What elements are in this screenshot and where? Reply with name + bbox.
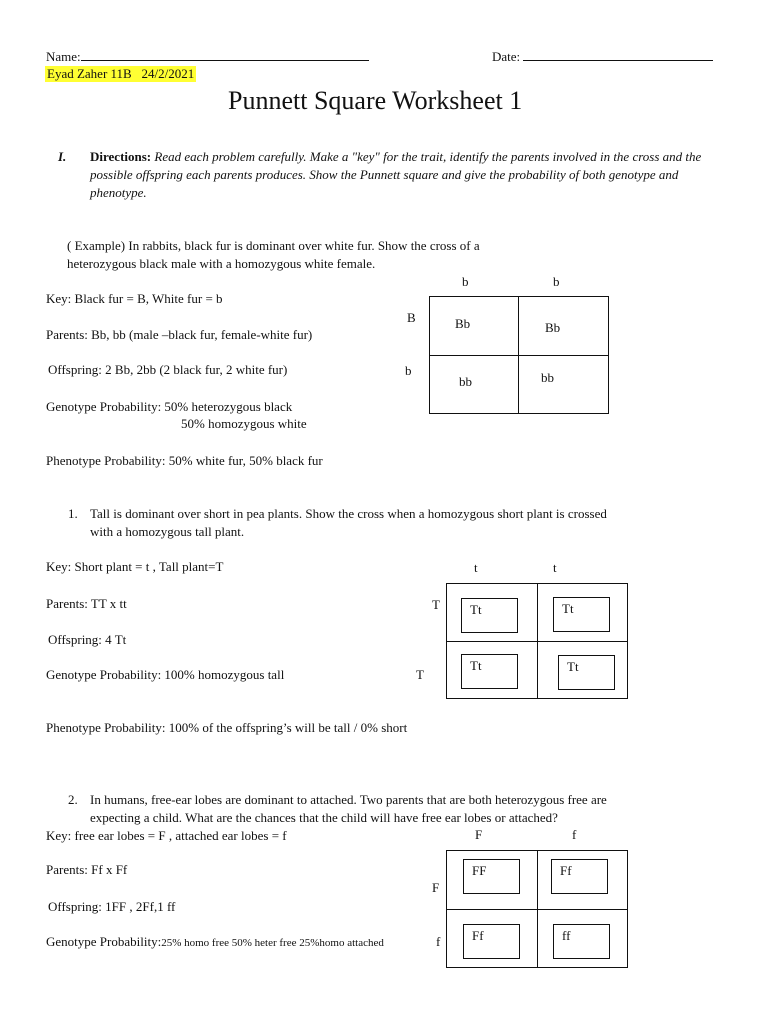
page-title: Punnett Square Worksheet 1 [228, 86, 523, 115]
example-cell-text: bb [541, 370, 554, 385]
example-genotype-line2: 50% homozygous white [181, 416, 307, 431]
example-cell-text: Bb [545, 320, 561, 335]
directions-text: Read each problem carefully. Make a "key" for the trait, identify the parents involved in the cross and the possible offspring each parents produces. Show the Punnett square and give the probability of both genotype and phenotype. [90, 149, 702, 200]
date-blank [523, 48, 713, 61]
directions-label: Directions: [90, 149, 152, 164]
problem2-genotype-label: Genotype Probability: [46, 934, 162, 949]
problem1-side-allele-2: T [416, 667, 424, 682]
example-prompt-line1: ( Example) In rabbits, black fur is dominant over white fur. Show the cross of a [67, 238, 480, 253]
problem1-top-allele-2: t [553, 560, 557, 575]
problem2-top-allele-1: F [475, 827, 483, 842]
problem1-prompt-line1: Tall is dominant over short in pea plants. Show the cross when a homozygous short plant is crossed [90, 506, 607, 521]
problem1-parents: Parents: TT x tt [46, 596, 127, 611]
example-cell-text: Bb [455, 316, 471, 331]
problem1-genotype: Genotype Probability: 100% homozygous tall [46, 667, 285, 682]
problem1-top-allele-1: t [474, 560, 478, 575]
example-prompt-line2: heterozygous black male with a homozygous white female. [67, 256, 376, 271]
problem2-side-allele-2: f [436, 934, 441, 949]
student-name: Eyad Zaher 11B [47, 66, 132, 81]
example-cell [519, 297, 608, 356]
name-blank [81, 48, 369, 61]
problem1-side-allele-1: T [432, 597, 440, 612]
problem1-cell-text: Tt [461, 598, 518, 633]
problem2-genotype [46, 933, 384, 951]
problem1-cell-text: Tt [553, 597, 610, 632]
problem2-cell [538, 851, 627, 910]
problem2-cell [538, 910, 627, 967]
problem2-cell-text: ff [553, 924, 610, 959]
example-cell [430, 356, 519, 413]
example-key: Key: Black fur = B, White fur = b [46, 291, 223, 306]
problem2-punnett-square [446, 850, 628, 968]
example-cell-text: bb [459, 374, 472, 389]
problem2-cell [447, 851, 538, 910]
problem1-key: Key: Short plant = t , Tall plant=T [46, 559, 224, 574]
problem2-cell [447, 910, 538, 967]
problem2-parents: Parents: Ff x Ff [46, 862, 128, 877]
problem2-top-allele-2: f [572, 827, 577, 842]
directions-number: I. [58, 149, 67, 164]
problem2-cell-text: Ff [551, 859, 608, 894]
directions [90, 148, 725, 202]
problem1-punnett-square [446, 583, 628, 699]
problem1-phenotype: Phenotype Probability: 100% of the offspring’s will be tall / 0% short [46, 720, 408, 735]
example-top-allele-2: b [553, 274, 560, 289]
problem1-cell-text: Tt [461, 654, 518, 689]
student-info [45, 66, 196, 82]
name-line [46, 48, 369, 65]
problem2-genotype-answer: 25% homo free 50% heter free 25%homo attached [161, 937, 384, 949]
problem1-cell [538, 642, 627, 698]
example-cell [430, 297, 519, 356]
problem2-cell-text: Ff [463, 924, 520, 959]
problem1-offspring: Offspring: 4 Tt [48, 632, 127, 647]
problem2-offspring: Offspring: 1FF , 2Ff,1 ff [48, 899, 176, 914]
problem1-number: 1. [68, 506, 78, 521]
problem2-prompt-line2: expecting a child. What are the chances that the child will have free ear lobes or attached? [90, 810, 558, 825]
problem2-key: Key: free ear lobes = F , attached ear lobes = f [46, 828, 287, 843]
example-parents: Parents: Bb, bb (male –black fur, female-white fur) [46, 327, 313, 342]
example-side-allele-1: B [407, 310, 416, 325]
example-genotype-line1: Genotype Probability: 50% heterozygous black [46, 399, 293, 414]
example-top-allele-1: b [462, 274, 469, 289]
example-punnett-square [429, 296, 609, 414]
problem2-side-allele-1: F [432, 880, 440, 895]
problem2-prompt-line1: In humans, free-ear lobes are dominant to attached. Two parents that are both heterozygous free are [90, 792, 607, 807]
example-cell [519, 356, 608, 413]
date-label: Date: [492, 49, 521, 64]
name-label: Name: [46, 49, 81, 64]
problem2-number: 2. [68, 792, 78, 807]
example-phenotype: Phenotype Probability: 50% white fur, 50% black fur [46, 453, 323, 468]
problem1-cell [538, 584, 627, 642]
problem1-cell [447, 642, 538, 698]
problem1-cell-text: Tt [558, 655, 615, 690]
student-date: 24/2/2021 [141, 66, 195, 81]
problem1-prompt-line2: with a homozygous tall plant. [90, 524, 245, 539]
example-side-allele-2: b [405, 363, 412, 378]
problem2-cell-text: FF [463, 859, 520, 894]
example-offspring: Offspring: 2 Bb, 2bb (2 black fur, 2 white fur) [48, 362, 288, 377]
problem1-cell [447, 584, 538, 642]
date-line [492, 48, 713, 65]
